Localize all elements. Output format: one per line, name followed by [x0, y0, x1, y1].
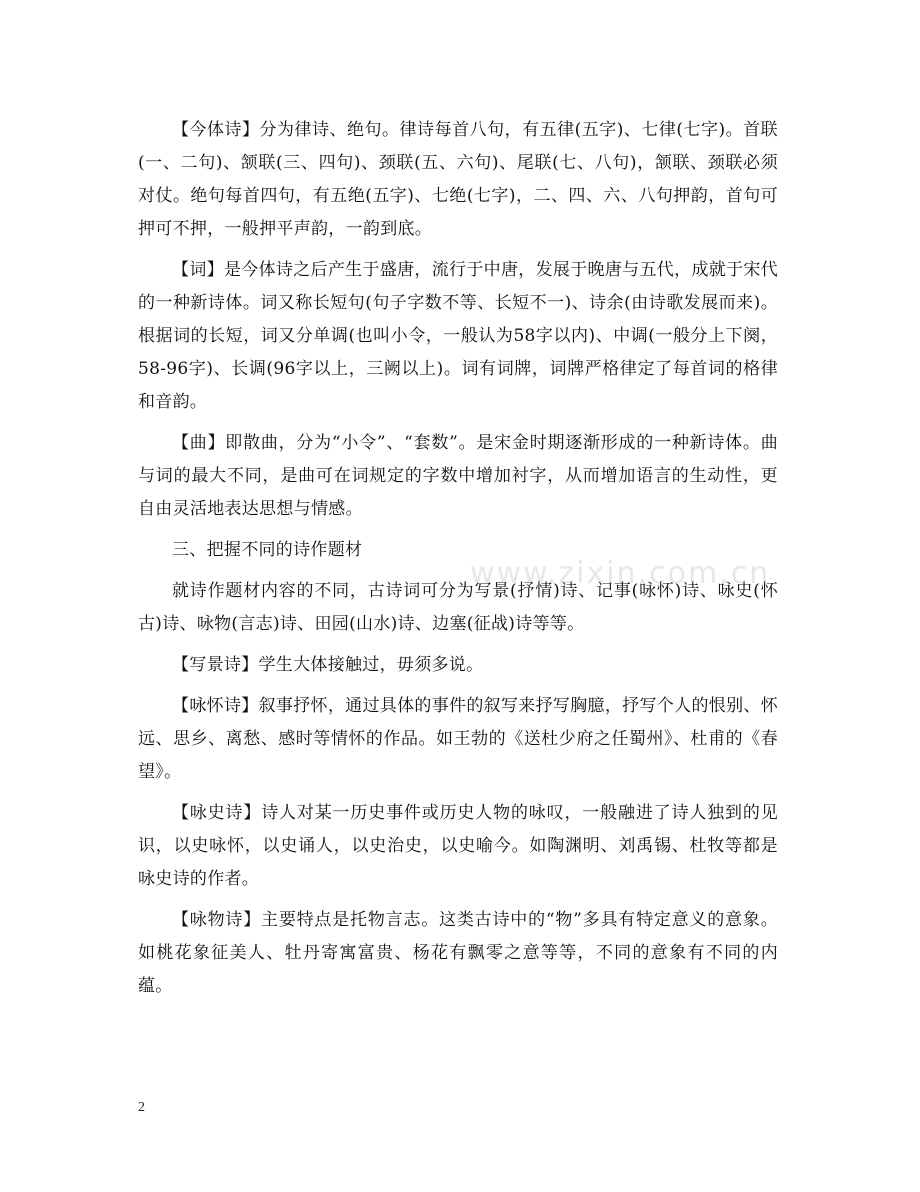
- paragraph-qu: 【曲】即散曲，分为“小令”、“套数”。是宋金时期逐渐形成的一种新诗体。曲与词的最大不同，是曲可在词规定的字数中增加衬字，从而增加语言的生动性，更自由灵活地表达思想与情感。: [138, 433, 778, 519]
- watermark: www.zixin.com.cn: [470, 556, 771, 591]
- paragraph-ci: 【词】是今体诗之后产生于盛唐，流行于中唐，发展于晚唐与五代，成就于宋代的一种新诗体。词又称长短句(句子字数不等、长短不一)、诗余(由诗歌发展而来)。根据词的长短，词又分单调(也叫小令，一般认为58字以内)、中调(一般分上下阕，58-96字)、长调(96字以上，三阙以上)。词有词牌，词牌严格律定了每首词的格律和音韵。: [138, 260, 778, 412]
- section-heading-poem-themes: 三、把握不同的诗作题材: [172, 540, 363, 560]
- paragraph-xiejing-shi: 【写景诗】学生大体接触过，毋须多说。: [172, 655, 484, 675]
- paragraph-jinti-shi: 【今体诗】分为律诗、绝句。律诗每首八句，有五律(五字)、七律(七字)。首联(一、二句)、颔联(三、四句)、颈联(五、六句)、尾联(七、八句)，颔联、颈联必须对仗。绝句每首四句，有五绝(五字)、七绝(七字)，二、四、六、八句押韵，首句可押可不押，一般押平声韵，一韵到底。: [138, 120, 778, 239]
- paragraph-yongwu-shi: 【咏物诗】主要特点是托物言志。这类古诗中的“物”多具有特定意义的意象。如桃花象征美人、牡丹寄寓富贵、杨花有飘零之意等等，不同的意象有不同的内蕴。: [138, 910, 778, 996]
- page-number: 2: [138, 1100, 145, 1115]
- document-body: [138, 114, 778, 1011]
- paragraph-yongshi-shi: 【咏史诗】诗人对某一历史事件或历史人物的咏叹，一般融进了诗人独到的见识，以史咏怀，以史诵人，以史治史，以史喻今。如陶渊明、刘禹锡、杜牧等都是咏史诗的作者。: [138, 803, 778, 889]
- paragraph-theme-overview: 就诗作题材内容的不同，古诗词可分为写景(抒情)诗、记事(咏怀)诗、咏史(怀古)诗、咏物(言志)诗、田园(山水)诗、边塞(征战)诗等等。: [138, 581, 778, 634]
- paragraph-yonghuai-shi: 【咏怀诗】叙事抒怀，通过具体的事件的叙写来抒写胸臆，抒写个人的恨别、怀远、思乡、离愁、感时等情怀的作品。如王勃的《送杜少府之任蜀州》、杜甫的《春望》。: [138, 696, 778, 782]
